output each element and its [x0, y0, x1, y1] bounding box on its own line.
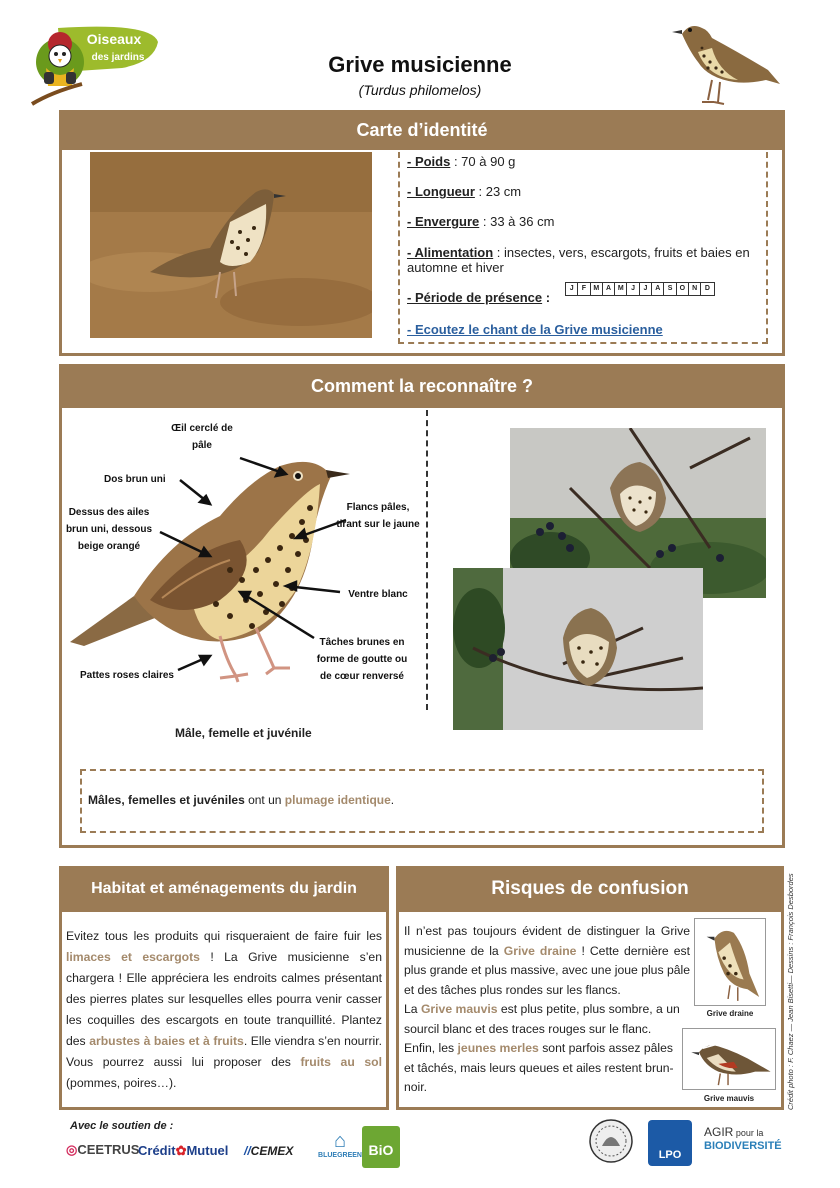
- confusion-heading: Risques de confusion: [396, 866, 784, 912]
- presence-calendar: [565, 282, 715, 296]
- month-cell: M: [615, 283, 627, 295]
- month-cell: J: [566, 283, 578, 295]
- month-cell: O: [677, 283, 689, 295]
- support-label: Avec le soutien de :: [70, 1120, 174, 1132]
- month-cell: S: [664, 283, 676, 295]
- lpo-logo: LPO: [648, 1120, 692, 1166]
- annotation-legs: Pattes roses claires: [80, 670, 174, 681]
- annotation-wings: Dessus des ailes brun uni, dessous beige orangé: [65, 507, 153, 552]
- mistle-thrush-drawing: [694, 918, 766, 1006]
- annotation-belly: Ventre blanc: [348, 589, 408, 600]
- bio-label-logo: BiO: [362, 1126, 400, 1168]
- annotation-eye: Œil cerclé de pâle: [171, 423, 233, 451]
- museum-seal-icon: [588, 1118, 634, 1164]
- page-subtitle: (Turdus philomelos): [358, 82, 482, 98]
- month-cell: N: [689, 283, 701, 295]
- annotation-spots: Tâches brunes en forme de goutte ou de cœur renversé: [316, 637, 408, 682]
- month-cell: F: [578, 283, 590, 295]
- month-cell: J: [640, 283, 652, 295]
- confusion-text-mauvis-merle: La Grive mauvis est plus petite, plus sombre, a un sourcil blanc et des traces rouges sur le flanc. Enfin, les jeunes merles sont parfois assez pâles et tâchés, mais leurs queues et ailes restent brun-noir.: [404, 1002, 680, 1094]
- thrush-perched-photo: [453, 568, 703, 730]
- page-title: Grive musicienne: [328, 52, 512, 77]
- mistle-thrush-caption: Grive draine: [706, 1009, 754, 1018]
- song-thrush-photo: [90, 152, 372, 338]
- redwing-drawing: [682, 1028, 776, 1090]
- credit-mutuel-logo: Crédit✿Mutuel: [138, 1143, 229, 1158]
- svg-text:des jardins: des jardins: [91, 52, 145, 63]
- identity-heading: Carte d’identité: [59, 110, 785, 150]
- svg-text:Oiseaux: Oiseaux: [86, 31, 142, 47]
- month-cell: D: [704, 285, 710, 292]
- ceetrus-logo: ◎CEETRUS: [66, 1142, 140, 1157]
- plumage-note-text: Mâles, femelles et juvéniles ont un plumage identique.: [88, 793, 395, 807]
- weight-line: - Poids : 70 à 90 g: [407, 154, 516, 169]
- month-cell: M: [591, 283, 603, 295]
- photo-credit: Crédit photo : F. Chaez — Jean Bisetti— Dessins : François Desbordes: [786, 873, 795, 1110]
- agir-biodiversite-logo: AGIR pour la BIODIVERSITÉ: [704, 1125, 782, 1152]
- presence-line: - Période de présence :: [407, 290, 551, 305]
- habitat-heading: Habitat et aménagements du jardin: [59, 866, 389, 912]
- wingspan-line: - Envergure : 33 à 36 cm: [407, 214, 555, 229]
- drawing-caption: Mâle, femelle et juvénile: [175, 726, 312, 740]
- month-cell: A: [603, 283, 615, 295]
- recognition-heading: Comment la reconnaître ?: [59, 364, 785, 408]
- redwing-caption: Grive mauvis: [703, 1094, 755, 1103]
- cemex-logo: //CEMEX: [244, 1144, 294, 1158]
- thrush-drawing-icon: [668, 12, 788, 108]
- confusion-text-draine: Il n’est pas toujours évident de distinguer la Grive musicienne de la Grive draine ! Cette dernière est plus grande et plus massive, avec une joue plus pâle et des tâches plus rondes sur les flancs.: [404, 924, 690, 997]
- month-cell: A: [652, 283, 664, 295]
- length-line: - Longueur : 23 cm: [407, 184, 522, 199]
- listen-song-link[interactable]: - Ecoutez le chant de la Grive musicienne: [407, 322, 663, 337]
- bluegreen-logo: ⌂ BLUEGREEN: [318, 1130, 362, 1159]
- diet-line: - Alimentation : insectes, vers, escargots, fruits et baies en automne et hiver: [407, 245, 750, 275]
- month-cell: J: [627, 283, 639, 295]
- annotation-back: Dos brun uni: [104, 474, 166, 485]
- annotation-flanks: Flancs pâles, tirant sur le jaune: [336, 502, 420, 530]
- habitat-text: Evitez tous les produits qui risqueraient de faire fuir les limaces et escargots ! La Grive musicienne s’en chargera ! Elle appréciera les endroits calmes présentant des pierres plates sur lesquelles elles pourra venir casser les coquilles des escargots en toute tranquillité. Plantez des arbustes à baies et à fruits. Elle viendra s’en nourrir. Vous pourrez aussi lui proposer des fruits au sol (pommes, poires…).: [66, 929, 383, 1090]
